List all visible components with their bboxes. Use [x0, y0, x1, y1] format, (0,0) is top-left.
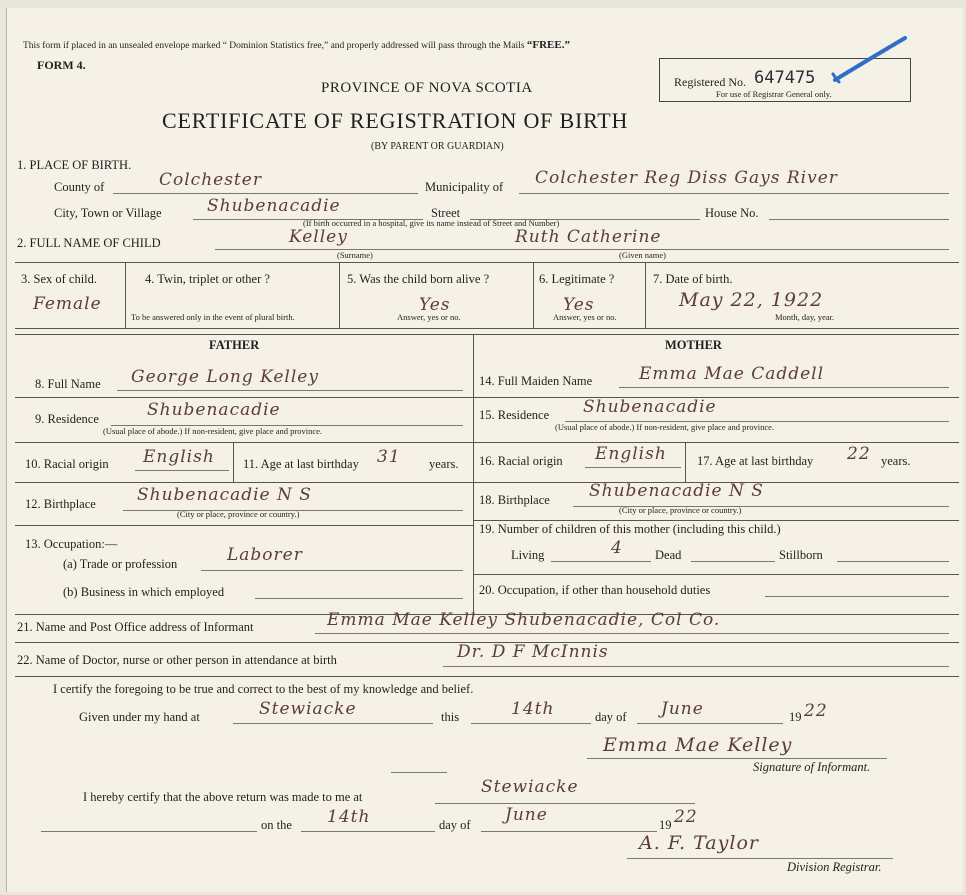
mailing-notice-text: This form if placed in an unsealed envelope marked “ Dominion Statistics free,” and properly addressed will pass through the Mails	[23, 41, 527, 51]
county-value: Colchester	[159, 170, 262, 190]
registrar-year-prefix: 19	[659, 818, 672, 832]
living-label: Living	[511, 548, 545, 562]
registrar-month-value: June	[505, 805, 548, 825]
day-of-label: day of	[595, 710, 627, 724]
date-of-birth-note: Month, day, year.	[775, 312, 835, 322]
registrar-statement: I hereby certify that the above return was made to me at	[83, 790, 363, 804]
mother-name-label: 14. Full Maiden Name	[479, 374, 593, 388]
registrar-place-value: Stewiacke	[481, 777, 579, 797]
father-birthplace-value: Shubenacadie N S	[137, 485, 312, 505]
city-label: City, Town or Village	[54, 206, 162, 220]
doctor-value: Dr. D F McInnis	[457, 642, 609, 662]
given-place-value: Stewiacke	[259, 699, 357, 719]
province-heading: PROVINCE OF NOVA SCOTIA	[321, 80, 533, 96]
child-surname-value: Kelley	[289, 227, 348, 247]
birth-certificate-form	[6, 8, 963, 892]
page-title: CERTIFICATE OF REGISTRATION OF BIRTH	[162, 108, 629, 133]
certification-statement: I certify the foregoing to be true and correct to the best of my knowledge and belief.	[53, 682, 474, 696]
sex-value: Female	[33, 294, 102, 314]
mother-birthplace-note: (City or place, province or country.)	[619, 505, 742, 515]
father-name-value: George Long Kelley	[131, 367, 319, 387]
certification-year-prefix: 19	[789, 710, 802, 724]
sex-label: 3. Sex of child.	[21, 272, 98, 286]
father-age-suffix: years.	[429, 457, 459, 471]
born-alive-note: Answer, yes or no.	[397, 312, 461, 322]
surname-caption: (Surname)	[337, 250, 373, 260]
mother-age-value: 22	[847, 444, 871, 464]
date-of-birth-value: May 22, 1922	[679, 289, 824, 311]
father-trade-value: Laborer	[227, 545, 303, 565]
mother-birthplace-value: Shubenacadie N S	[589, 481, 764, 501]
father-birthplace-label: 12. Birthplace	[25, 497, 96, 511]
registrar-day-of-label: day of	[439, 818, 471, 832]
father-residence-label: 9. Residence	[35, 412, 99, 426]
municipality-value: Colchester Reg Diss Gays River	[535, 168, 838, 188]
registered-number: 647475	[754, 68, 816, 88]
father-racial-label: 10. Racial origin	[25, 457, 109, 471]
given-under-hand-label: Given under my hand at	[79, 710, 200, 724]
legitimate-note: Answer, yes or no.	[553, 312, 617, 322]
stillborn-label: Stillborn	[779, 548, 823, 562]
hospital-note: (If birth occurred in a hospital, give its name instead of Street and Number)	[303, 218, 560, 228]
mother-name-value: Emma Mae Caddell	[639, 364, 825, 384]
born-alive-value: Yes	[419, 295, 451, 315]
informant-value: Emma Mae Kelley Shubenacadie, Col Co.	[327, 610, 721, 630]
mother-residence-value: Shubenacadie	[583, 397, 717, 417]
house-number-label: House No.	[705, 206, 759, 220]
mother-occupation-label: 20. Occupation, if other than household duties	[479, 583, 711, 597]
mother-age-suffix: years.	[881, 454, 911, 468]
county-label: County of	[54, 180, 105, 194]
twin-note: To be answered only in the event of plural birth.	[131, 312, 295, 322]
informant-signature-caption: Signature of Informant.	[753, 760, 871, 774]
place-of-birth-heading: 1. PLACE OF BIRTH.	[17, 158, 132, 172]
page-subtitle: (BY PARENT OR GUARDIAN)	[371, 141, 504, 152]
father-residence-note: (Usual place of abode.) If non-resident, give place and province.	[103, 426, 323, 436]
registrar-signature: A. F. Taylor	[639, 832, 759, 854]
registrar-signature-caption: Division Registrar.	[787, 860, 882, 874]
form-number: FORM 4.	[37, 58, 86, 72]
informant-signature: Emma Mae Kelley	[603, 734, 793, 756]
mother-residence-label: 15. Residence	[479, 408, 550, 422]
registered-label: Registered No.	[674, 75, 746, 89]
street-label: Street	[431, 206, 461, 220]
date-of-birth-label: 7. Date of birth.	[653, 272, 733, 286]
registrar-year-value: 22	[674, 807, 698, 827]
children-count-label: 19. Number of children of this mother (including this child.)	[479, 522, 781, 536]
dead-label: Dead	[655, 548, 682, 562]
doctor-label: 22. Name of Doctor, nurse or other person in attendance at birth	[17, 653, 337, 667]
legitimate-label: 6. Legitimate ?	[539, 272, 615, 286]
legitimate-value: Yes	[563, 295, 595, 315]
given-name-caption: (Given name)	[619, 250, 666, 260]
mother-age-label: 17. Age at last birthday	[697, 454, 814, 468]
born-alive-label: 5. Was the child born alive ?	[347, 272, 490, 286]
father-age-value: 31	[377, 447, 401, 467]
father-racial-value: English	[143, 447, 215, 467]
mother-racial-label: 16. Racial origin	[479, 454, 563, 468]
informant-label: 21. Name and Post Office address of Informant	[17, 620, 254, 634]
certification-month-value: June	[661, 699, 704, 719]
twin-label: 4. Twin, triplet or other ?	[145, 272, 270, 286]
father-heading: FATHER	[209, 338, 260, 352]
registrar-only-note: For use of Registrar General only.	[716, 89, 832, 99]
father-birthplace-note: (City or place, province or country.)	[177, 509, 300, 519]
mother-residence-note: (Usual place of abode.) If non-resident, give place and province.	[555, 422, 775, 432]
child-given-name-value: Ruth Catherine	[515, 227, 662, 247]
mailing-notice	[23, 38, 570, 53]
father-residence-value: Shubenacadie	[147, 400, 281, 420]
father-age-label: 11. Age at last birthday	[243, 457, 359, 471]
father-name-label: 8. Full Name	[35, 377, 101, 391]
father-business-label: (b) Business in which employed	[63, 585, 225, 599]
father-occupation-label: 13. Occupation:—	[25, 537, 118, 551]
this-label: this	[441, 710, 460, 724]
mailing-free-label: “FREE.”	[526, 39, 570, 51]
living-value: 4	[611, 538, 623, 558]
city-value: Shubenacadie	[207, 196, 341, 216]
check-mark-icon	[831, 34, 911, 86]
child-name-label: 2. FULL NAME OF CHILD	[17, 236, 161, 250]
mother-heading: MOTHER	[665, 338, 722, 352]
certification-year-value: 22	[804, 701, 828, 721]
father-trade-label: (a) Trade or profession	[63, 557, 178, 571]
municipality-label: Municipality of	[425, 180, 504, 194]
registrar-day-value: 14th	[327, 807, 371, 827]
certification-day-value: 14th	[511, 699, 555, 719]
mother-racial-value: English	[595, 444, 667, 464]
on-the-label: on the	[261, 818, 292, 832]
mother-birthplace-label: 18. Birthplace	[479, 493, 550, 507]
